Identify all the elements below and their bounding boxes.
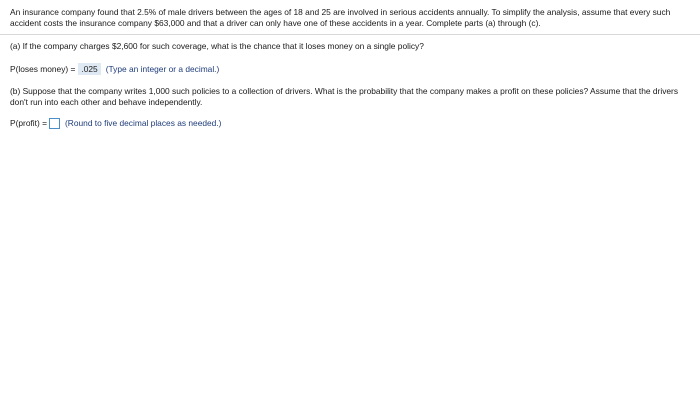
part-a-answer-label: P(loses money) =	[10, 63, 76, 74]
section-divider	[0, 34, 700, 35]
part-b-answer-label: P(profit) =	[10, 118, 48, 128]
part-b-hint: (Round to five decimal places as needed.)	[65, 118, 222, 128]
part-a-answer-field[interactable]: .025	[78, 63, 100, 75]
problem-statement: An insurance company found that 2.5% of male drivers between the ages of 18 and 25 are involved in serious accidents annually. To simplify the analysis, assume that every such accident costs the insurance company $63,000 and that a driver can only have one of these accidents in a year. Complete parts (a) through (c).	[10, 7, 671, 28]
part-a-hint: (Type an integer or a decimal.)	[105, 63, 220, 74]
part-b-question: (b) Suppose that the company writes 1,000 such policies to a collection of drivers. What is the probability that the company makes a profit on these policies? Assume that the drivers don't run into each other and behave independently.	[10, 86, 679, 107]
part-b-answer-input[interactable]	[49, 118, 60, 129]
part-a-question: (a) If the company charges $2,600 for such coverage, what is the chance that it loses money on a single policy?	[10, 41, 424, 51]
part-a-answer-row	[10, 63, 219, 75]
part-b-answer-row	[10, 118, 221, 129]
